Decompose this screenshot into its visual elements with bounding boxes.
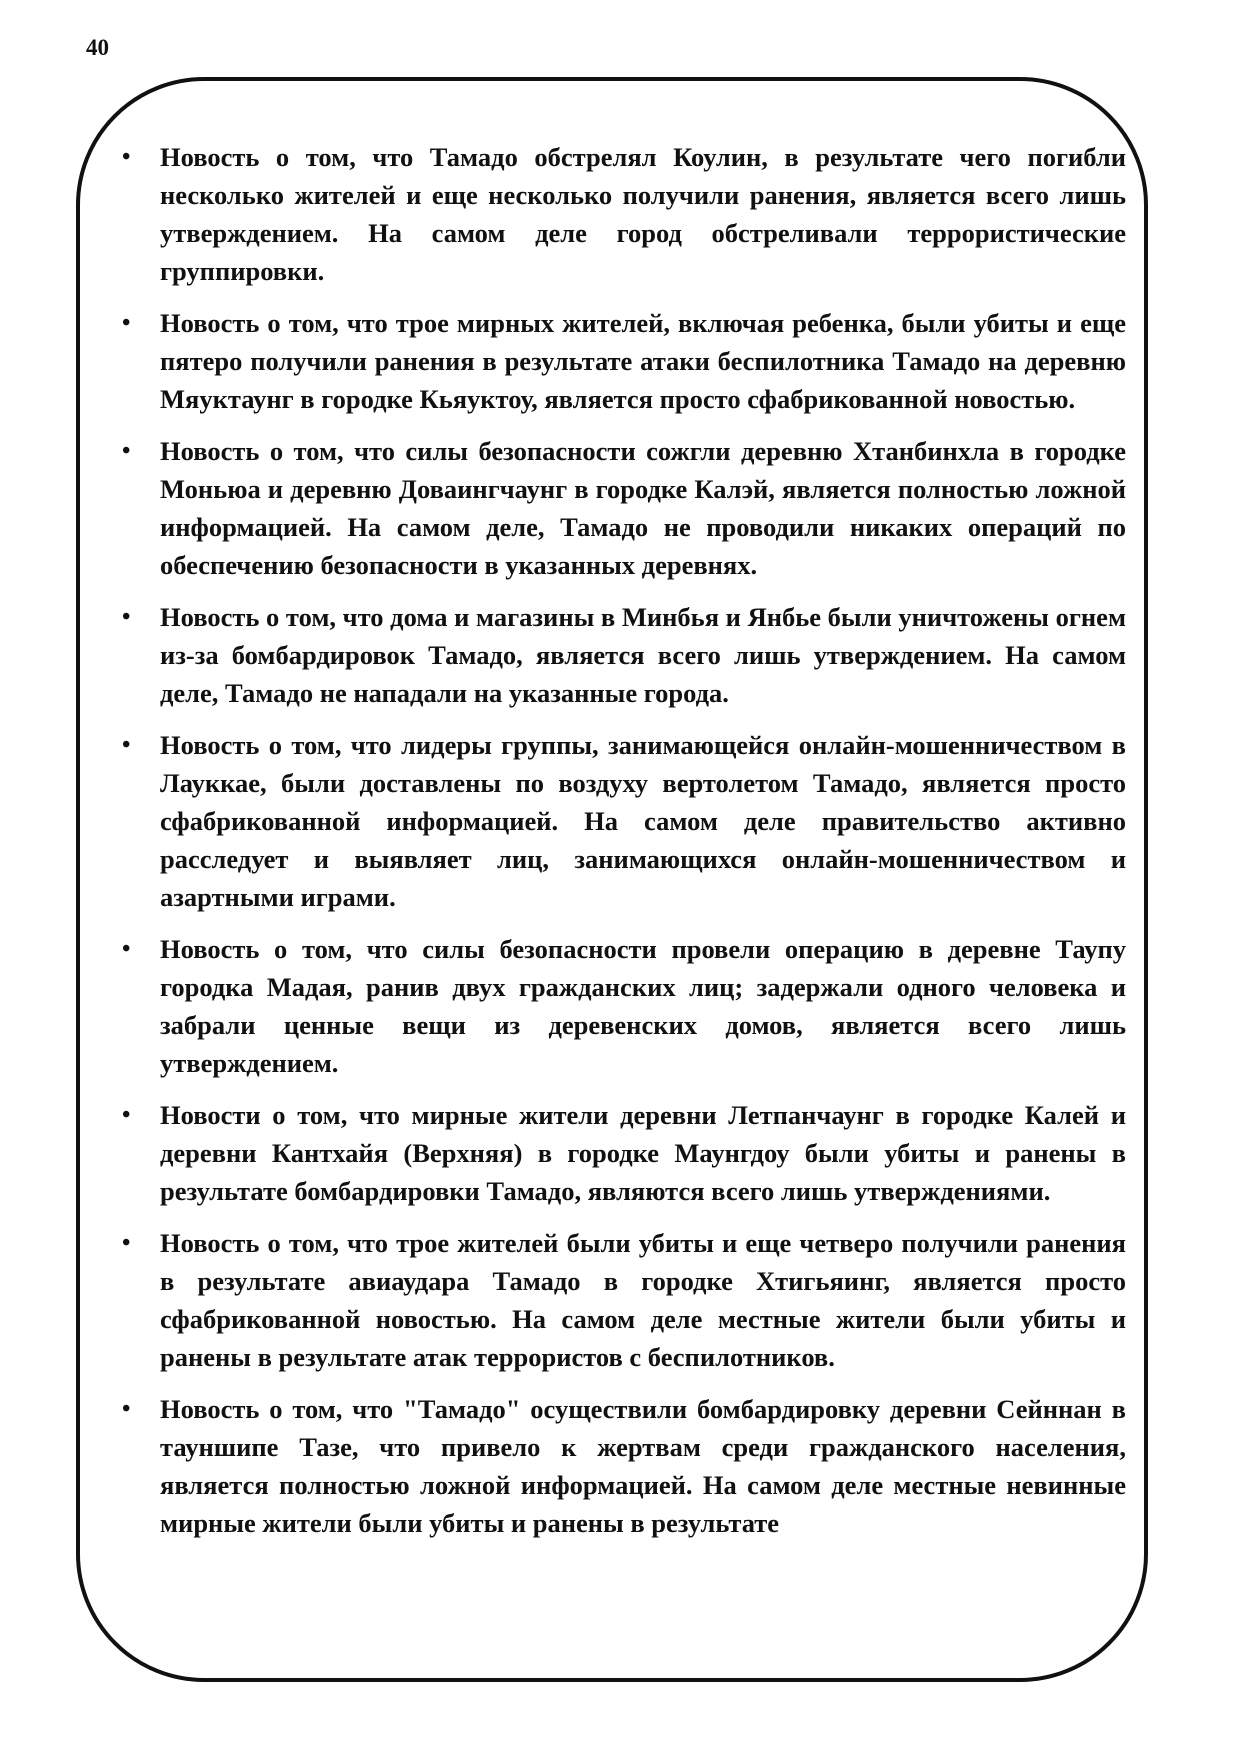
list-item-text: Новость о том, что силы безопасности провели операцию в деревне Таупу городка Мадая, ранив двух гражданских лиц; задержали одного человека и забрали ценные вещи из деревенских домов, является всего лишь утверждением. [160,934,1126,1078]
list-item-text: Новость о том, что Тамадо обстрелял Коулин, в результате чего погибли несколько жителей и еще несколько получили ранения, является всего лишь утверждением. На самом деле город обстреливали террористические группировки. [160,142,1126,286]
list-item-text: Новость о том, что трое жителей были убиты и еще четверо получили ранения в результате авиаудара Тамадо в городке Хтигьяинг, является просто сфабрикованной новостью. На самом деле местные жители были убиты и ранены в результате атак террористов с беспилотников. [160,1228,1126,1372]
list-item-text: Новости о том, что мирные жители деревни Летпанчаунг в городке Калей и деревни Кантхайя (Верхняя) в городке Маунгдоу были убиты и ранены в результате бомбардировки Тамадо, являются всего лишь утверждениями. [160,1100,1126,1206]
bullet-icon: • [122,604,131,630]
list-item-text: Новость о том, что "Тамадо" осуществили бомбардировку деревни Сейннан в тауншипе Тазе, что привело к жертвам среди гражданского населения, является полностью ложной информацией. На самом деле местные невинные мирные жители были убиты и ранены в результате [160,1394,1126,1538]
list-item [116,930,1126,1082]
bullet-icon: • [122,936,131,962]
bullet-icon: • [122,1230,131,1256]
bullet-icon: • [122,438,131,464]
bullet-icon: • [122,732,131,758]
list-item-text: Новость о том, что лидеры группы, занимающейся онлайн-мошенничеством в Лауккае, были доставлены по воздуху вертолетом Тамадо, является просто сфабрикованной информацией. На самом деле правительство активно расследует и выявляет лиц, занимающихся онлайн-мошенничеством и азартными играми. [160,730,1126,912]
list-item-text: Новость о том, что трое мирных жителей, включая ребенка, были убиты и еще пятеро получили ранения в результате атаки беспилотника Тамадо на деревню Мяуктаунг в городке Кьяуктоу, является просто сфабрикованной новостью. [160,308,1126,414]
bullet-icon: • [122,1396,131,1422]
bullet-icon: • [122,1102,131,1128]
list-item [116,726,1126,916]
list-item [116,598,1126,712]
bullet-icon: • [122,310,131,336]
bullet-list [116,138,1126,1556]
list-item [116,1224,1126,1376]
list-item [116,304,1126,418]
bullet-icon: • [122,144,131,170]
list-item-text: Новость о том, что силы безопасности сожгли деревню Хтанбинхла в городке Моньюа и деревню Доваингчаунг в городке Калэй, является полностью ложной информацией. На самом деле, Тамадо не проводили никаких операций по обеспечению безопасности в указанных деревнях. [160,436,1126,580]
list-item [116,1096,1126,1210]
page-number: 40 [86,35,109,60]
list-item [116,1390,1126,1542]
list-item [116,138,1126,290]
list-item-text: Новость о том, что дома и магазины в Минбья и Янбье были уничтожены огнем из-за бомбардировок Тамадо, является всего лишь утверждением. На самом деле, Тамадо не нападали на указанные города. [160,602,1126,708]
list-item [116,432,1126,584]
